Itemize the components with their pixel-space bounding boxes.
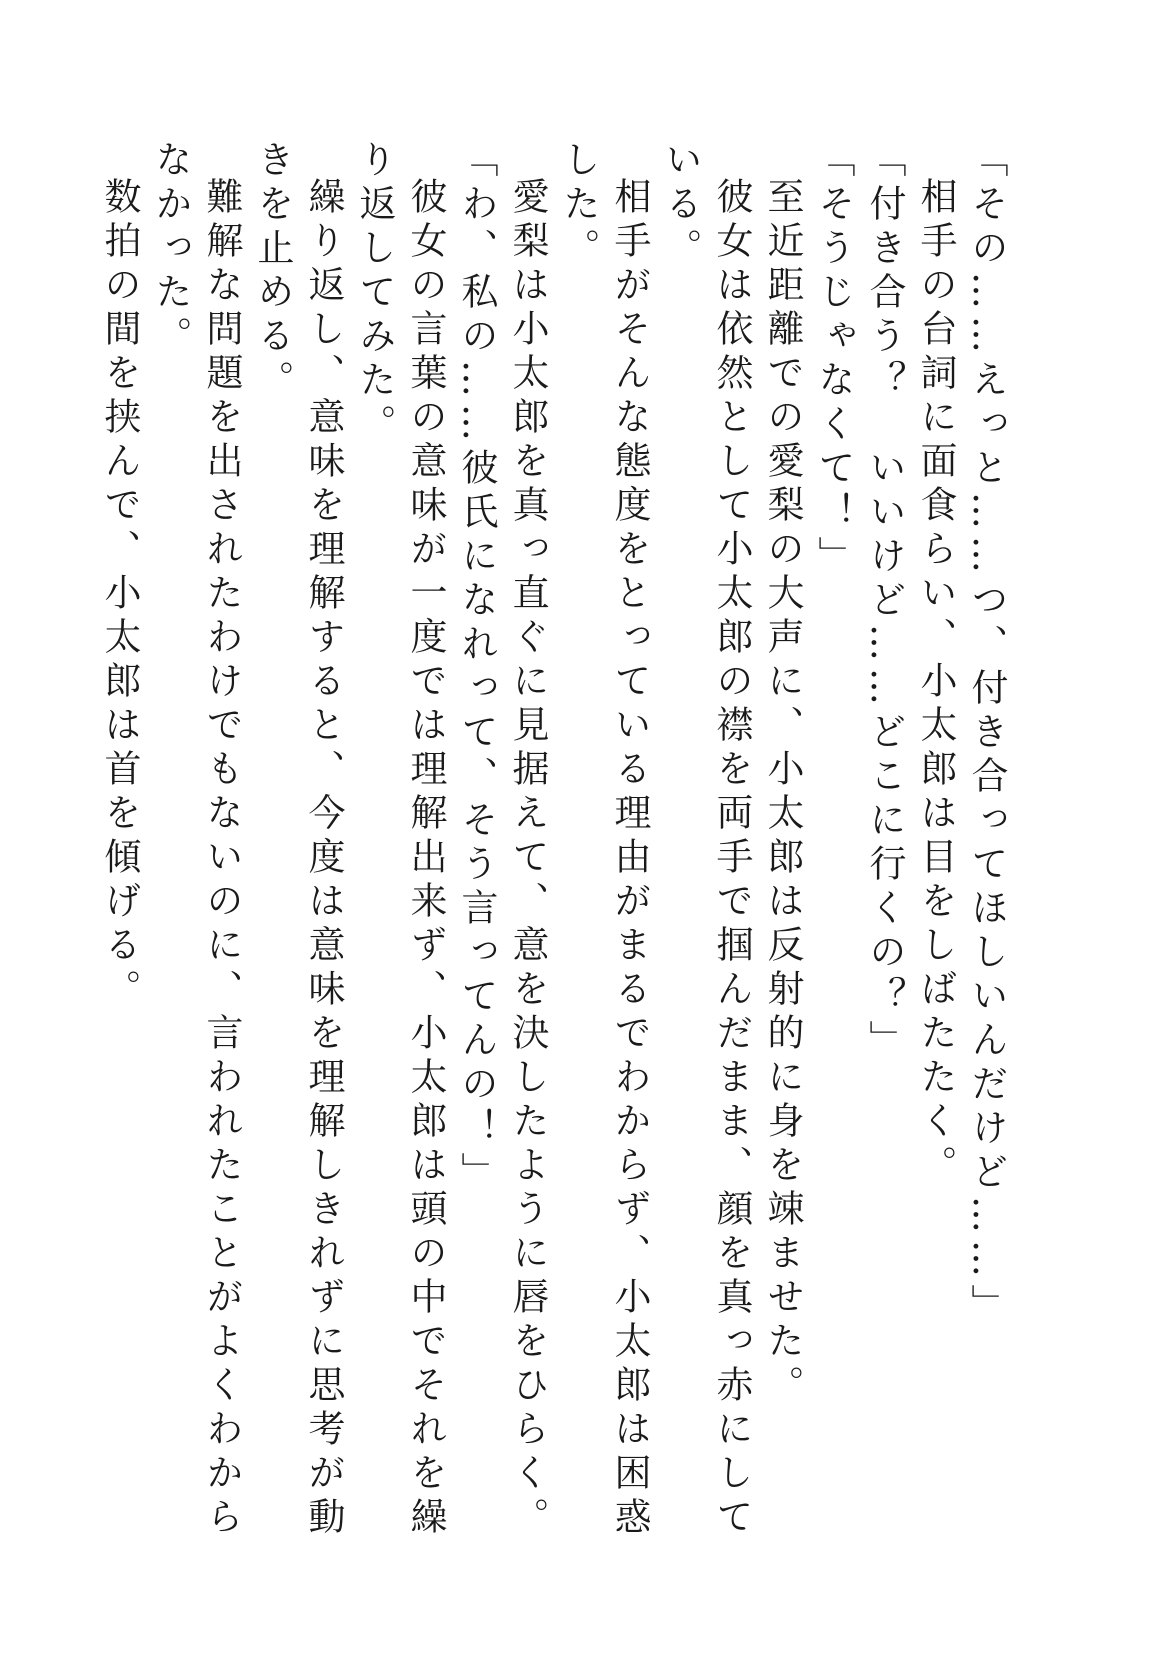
paragraph-8: 愛梨は小太郎を真っ直ぐに見据えて、意を決したように唇をひらく。 — [506, 177, 549, 1541]
paragraph-13: 数拍の間を挟んで、小太郎は首を傾げる。 — [98, 177, 141, 1013]
paragraph-9: 「わ、私の……彼氏になれって、そう言ってんの！」 — [455, 140, 498, 1196]
paragraph-6: 彼女は依然として小太郎の襟を両手で掴んだまま、顔を真っ赤にしている。 — [659, 140, 753, 1541]
paragraph-3: 「付き合う？ いいけど……どこに行くの？」 — [863, 140, 906, 1064]
paragraph-1: 「その……えっと……つ、付き合ってほしいんだけど……」 — [965, 140, 1008, 1328]
paragraph-5: 至近距離での愛梨の大声に、小太郎は反射的に身を竦ませた。 — [761, 177, 804, 1409]
paragraph-12: 難解な問題を出されたわけでもないのに、言われたことがよくわからなかった。 — [149, 140, 243, 1541]
vertical-text-body — [94, 140, 1012, 1580]
paragraph-10: 彼女の言葉の意味が一度では理解出来ず、小太郎は頭の中でそれを繰り返してみた。 — [353, 140, 447, 1541]
paragraph-11: 繰り返し、意味を理解すると、今度は意味を理解しきれずに思考が動きを止める。 — [251, 140, 345, 1541]
paragraph-7: 相手がそんな態度をとっている理由がまるでわからず、小太郎は困惑した。 — [557, 140, 651, 1541]
paragraph-4: 「そうじゃなくて！」 — [812, 140, 855, 580]
paragraph-2: 相手の台詞に面食らい、小太郎は目をしばたたく。 — [914, 177, 957, 1189]
